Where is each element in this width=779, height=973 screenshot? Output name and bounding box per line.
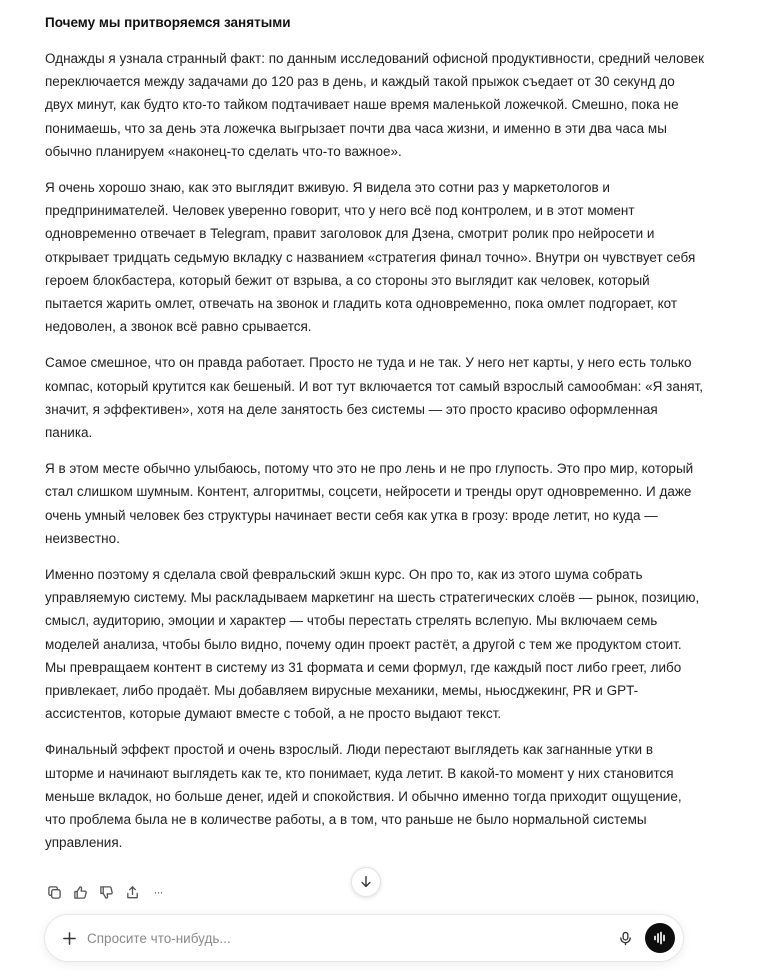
composer [44, 914, 684, 962]
voice-waveform-icon [652, 930, 668, 946]
microphone-icon [618, 931, 633, 946]
scroll-down-button[interactable] [351, 867, 381, 897]
paragraph-3: Самое смешное, что он правда работает. Просто не туда и не так. У него нет карты, у него есть только компас, который крутится как бешеный. И вот тут включается тот самый взрослый самообман: «Я занят, значит, я эффективен», хотя на деле занятость без системы — это просто красиво оформленная паника. [45, 355, 704, 441]
thumbs-up-icon [73, 885, 88, 900]
paragraph-5: Именно поэтому я сделала свой февральский экшн курс. Он про то, как из этого шума собрать управляемую систему. Мы раскладываем маркетинг на шесть стратегических слоёв — рынок, позицию, смысл, аудиторию, эмоции и характер — чтобы перестать стрелять вслепую. Мы включаем семь моделей анализа, чтобы было видно, почему один проект растёт, а другой с тем же продуктом стоит. Мы превращаем контент в систему из 31 формата и семи формул, где каждый пост либо греет, либо привлекает, либо продаёт. Мы добавляем вирусные механики, мемы, ньюсджекинг, PR и GPT-ассистентов, которые думают вместе с тобой, а не просто выдают текст. [45, 567, 700, 722]
paragraph-6: Финальный эффект простой и очень взрослый. Люди перестают выглядеть как загнанные утки в шторме и начинают выглядеть как те, кто понимает, куда летит. В какой-то момент у них становится меньше вкладок, но больше денег, идей и спокойствия. И обычно именно тогда приходит ощущение, что проблема была не в количестве работы, а в том, что раньше не было нормальной системы управления. [45, 742, 682, 851]
thumbs-down-icon [99, 885, 114, 900]
copy-icon [47, 885, 62, 900]
prompt-input[interactable] [87, 926, 615, 950]
dictate-button[interactable] [615, 928, 635, 948]
message-title: Почему мы притворяемся занятыми [45, 15, 291, 30]
like-button[interactable] [71, 883, 89, 901]
plus-icon [62, 931, 77, 946]
share-button[interactable] [123, 883, 141, 901]
paragraph-1: Однажды я узнала странный факт: по данным исследований офисной продуктивности, средний человек переключается между задачами до 120 раз в день, и каждый такой прыжок съедает от 30 секунд до двух минут, как будто кто-то тайком подтачивает наше время маленькой ложечкой. Смешно, пока не понимаешь, что за день эта ложечка выгрызает почти два часа жизни, и именно в эти два часа мы обычно планируем «наконец-то сделать что-то важное». [45, 51, 705, 159]
arrow-down-icon [359, 875, 373, 889]
voice-mode-button[interactable] [645, 923, 675, 953]
dislike-button[interactable] [97, 883, 115, 901]
message-actions [45, 882, 175, 902]
add-attachment-button[interactable] [59, 928, 79, 948]
copy-button[interactable] [45, 883, 63, 901]
paragraph-4: Я в этом месте обычно улыбаюсь, потому что это не про лень и не про глупость. Это про мир, который стал слишком шумным. Контент, алгоритмы, соцсети, нейросети и тренды орут одновременно. И даже очень умный человек без структуры начинает вести себя как утка в грозу: вроде летит, но куда — неизвестно. [45, 461, 694, 546]
assistant-message [45, 11, 705, 868]
more-button[interactable] [149, 883, 167, 901]
share-icon [125, 885, 140, 900]
paragraph-2: Я очень хорошо знаю, как это выглядит вживую. Я видела это сотни раз у маркетологов и предпринимателей. Человек уверенно говорит, что у него всё под контролем, и в этот момент одновременно отвечает в Telegram, правит заголовок для Дзена, смотрит ролик про нейросети и открывает тридцать седьмую вкладку с названием «стратегия финал точно». Внутри он чувствует себя героем блокбастера, который бежит от взрыва, а со стороны это выглядит как человек, который пытается жарить омлет, отвечать на звонок и гладить кота одновременно, пока омлет подгорает, кот недоволен, а звонок всё равно срывается. [45, 180, 696, 335]
more-icon: ··· [153, 885, 163, 899]
disclaimer-footer [0, 966, 779, 973]
